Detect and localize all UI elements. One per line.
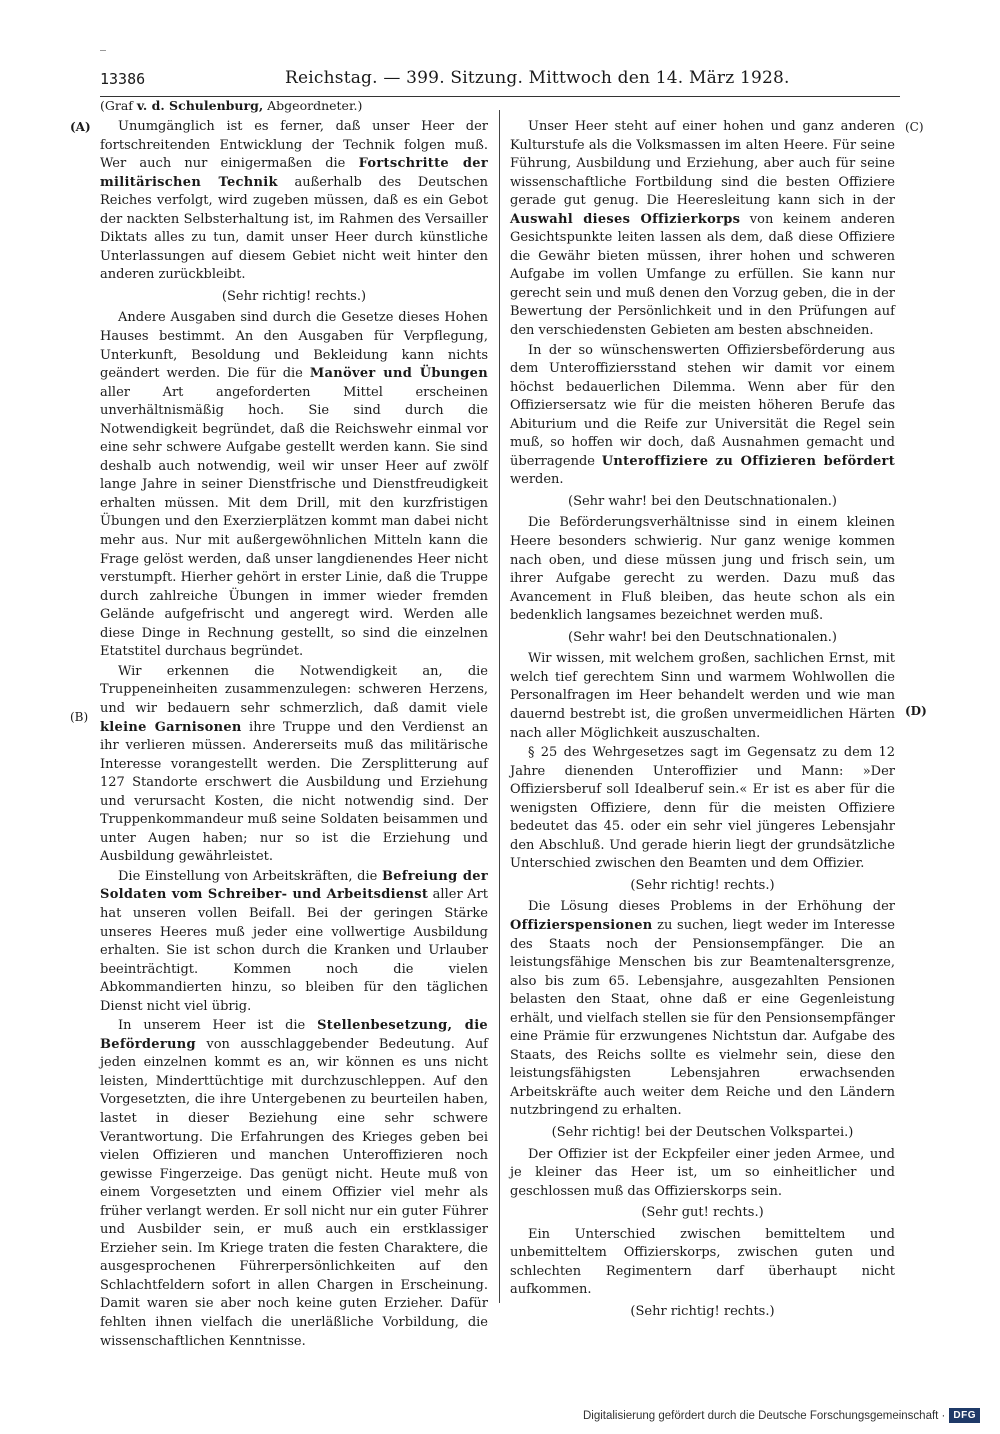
interjection: (Sehr gut! rechts.)	[641, 1205, 764, 1221]
speaker-name: v. d. Schulenburg,	[136, 98, 264, 113]
emphasis: Fortschritte der militärischen Technik	[100, 156, 489, 190]
right-column	[510, 118, 895, 1324]
paragraph-text: von keinem anderen Gesichtspunkte leiten lassen als dem, daß diese Offiziere die Gewähr bieten müssen, ihrer hohen und schweren Aufgabe im vollen Umfange zu erfüllen. Sie kann nur gerecht sein und muß denen den Vorzug geben, die in der Bewertung der Persönlichkeit und in den Prüfungen auf den verschiedensten Gebieten am besten abschneiden.	[510, 211, 895, 339]
paragraph-text: In der so wünschenswerten Offiziersbeförderung aus dem Unteroffiziersstand stehen wir damit vor einem höchst bedauerlichen Dilemma. Wenn aber für den Offiziersersatz wie für die meisten höheren Berufe das Abiturium und die Reife zur Universität die Regel sein muß, so hoffen wir doch, daß Ausnahmen gemacht und überragende	[510, 342, 895, 469]
interjection: (Sehr wahr! bei den Deutschnationalen.)	[568, 629, 837, 645]
emphasis: kleine Garnisonen	[100, 719, 242, 735]
paragraph	[100, 663, 488, 867]
credit-text: Digitalisierung gefördert durch die Deutsche Forschungsgemeinschaft ·	[582, 1409, 946, 1422]
margin-marker-c: (C)	[905, 120, 924, 134]
margin-marker-a: (A)	[70, 120, 91, 134]
speaker-line	[100, 98, 362, 113]
paragraph-text: außerhalb des Deutschen Reiches verfolgt, wird zugeben müssen, daß es ein Gebot der nackten Selbsterhaltung ist, im Rahmen des Versailler Diktats alles zu tun, damit unser Heer durch künstliche Unterlassungen auf diesem Gebiet nicht weit hinter den anderen zurückbleibt.	[100, 174, 488, 283]
left-column	[100, 118, 488, 1351]
interjection: (Sehr richtig! rechts.)	[630, 877, 775, 893]
paragraph-text: In unserem Heer ist die	[118, 1018, 318, 1034]
emphasis: Stellenbesetzung, die Beförderung	[100, 1018, 489, 1052]
running-title: Reichstag. — 399. Sitzung. Mittwoch den 14. März 1928.	[285, 68, 790, 88]
page-header	[100, 66, 900, 96]
interjection: (Sehr richtig! rechts.)	[630, 1303, 775, 1319]
paragraph-text: von ausschlaggebender Bedeutung. Auf jeden einzelnen kommt es an, wir können es uns nicht leisten, Minderttüchtige mit durchzuschleppen. Auf den Vorgesetzten, die ihre Untergebenen zu beurteilen haben, lastet in dieser Beziehung eine sehr schwere Verantwortung. Die Erfahrungen des Krieges geben bei vielen Offizieren und manchen Unteroffizieren noch gewisse Fingerzeige. Das genügt nicht. Heute muß von einem Vorgesetzten und einem Offizier viel mehr als früher verlangt werden. Er soll nicht nur ein guter Führer und Ausbilder sein, er muß auch ein erstklassiger Erzieher sein. Im Kriege traten die festen Charaktere, die ausgesprochenen Führerpersönlichkeiten auf den Schlachtfeldern sofort in allen Chargen in Erscheinung. Damit waren sie aber noch keine guten Erzieher. Dafür fehlten ihnen vielfach die unerläßliche Vorbildung, die wissenschaftlichen Kenntnisse.	[100, 1036, 488, 1349]
header-rule	[100, 96, 900, 97]
paragraph-text: Die Einstellung von Arbeitskräften, die	[118, 868, 382, 884]
column-divider	[499, 110, 500, 1303]
paragraph	[100, 309, 488, 661]
paragraph	[510, 342, 895, 490]
paragraph	[100, 118, 488, 285]
paragraph-text: Die Lösung dieses Problems in der Erhöhung der	[528, 899, 895, 915]
paragraph-text: werden.	[510, 472, 564, 488]
paragraph-text: aller Art hat unseren vollen Beifall. Bei der geringen Stärke unseres Heeres muß jeder eine vollwertige Ausbildung erhalten. Sie ist schon durch die Kranken und Urlauber beeinträchtigt. Kommen noch die vielen Abkommandierten hinzu, so bleiben für den täglichen Dienst nicht viel übrig.	[100, 887, 488, 1014]
interjection: (Sehr wahr! bei den Deutschnationalen.)	[568, 493, 837, 509]
dfg-logo: DFG	[949, 1408, 980, 1423]
paragraph	[100, 1017, 488, 1351]
emphasis: Auswahl dieses Offizierkorps	[510, 211, 741, 227]
paragraph: Die Beförderungsverhältnisse sind in einem kleinen Heere besonders schwierig. Nur ganz wenige kommen nach oben, und diese müssen jung und frisch sein, um ihrer Aufgabe gerecht zu werden. Dazu muß das Avancement in Fluß bleiben, das heute schon als ein bedenklich langsames bezeichnet werden muß.	[510, 515, 895, 624]
paragraph-text: Wir erkennen die Notwendigkeit an, die Truppeneinheiten zusammenzulegen: schweren Herzens, und wir bedauern sehr schmerzlich, daß damit viele	[100, 663, 488, 716]
margin-marker-b: (B)	[70, 710, 89, 724]
speaker-role: Abgeordneter.)	[267, 98, 363, 113]
emphasis: Unteroffiziere zu Offizieren befördert	[601, 453, 896, 469]
page-number: 13386	[100, 70, 146, 88]
paragraph	[510, 118, 895, 341]
paragraph-text: Unumgänglich ist es ferner, daß unser Heer der fortschreitenden Entwicklung der Technik folgen muß. Wer auch nur einigermaßen die	[100, 119, 488, 172]
emphasis: Befreiung der Soldaten vom Schreiber- und Arbeitsdienst	[100, 868, 489, 903]
digitization-credit	[583, 1408, 980, 1423]
emphasis: Offizierspensionen	[510, 917, 653, 933]
emphasis: Manöver und Übungen	[309, 366, 488, 382]
paragraph	[510, 898, 895, 1121]
paragraph-text: Unser Heer steht auf einer hohen und ganz anderen Kulturstufe als die Volksmassen im alten Heere. Für seine Führung, Ausbildung und Erziehung, aber auch für seine wissenschaftliche Fortbildung sind die besten Offiziere gerade gut genug. Die Heeresleitung kann sich in der	[510, 119, 895, 209]
paragraph: Ein Unterschied zwischen bemitteltem und unbemitteltem Offizierskorps, zwischen guten und schlechten Regimentern darf überhaupt nicht aufkommen.	[510, 1226, 895, 1298]
margin-marker-d: (D)	[905, 704, 927, 718]
paragraph-text: aller Art angeforderten Mittel erscheinen unverhältnismäßig hoch. Sie sind durch die Notwendigkeit begründet, daß die Reichswehr einmal vor eine sehr schwere Aufgabe gestellt werden kann. Sie sind deshalb auch notwendig, weil wir unser Heer auf zwölf lange Jahre in seiner Dienstfrische und Dienstfreudigkeit erhalten müssen. Mit dem Drill, mit den kurzfristigen Übungen und den Exerzierplätzen kommt man dabei nicht mehr aus. Nur mit außergewöhnlichen Mitteln kann die Frage gelöst werden, daß unser langdienendes Heer nicht verstumpft. Hierher gehört in erster Linie, daß die Truppe durch zahlreiche Übungen in immer wieder fremden Gelände aufgefrischt und angeregt wird. Werden alle diese Dinge in Rechnung gestellt, so sind die einzelnen Etatstitel durchaus begründet.	[100, 384, 488, 660]
paragraph-text: zu suchen, liegt weder im Interesse des Staats noch der Pensionsempfänger. Die an leistungsfähige Menschen bis zur Beamtenaltersgrenze, also bis zum 65. Lebensjahre, ausgezahlten Pensionen belasten den Staat, ohne daß er eine Gegenleistung erhält, und vielfach stellen sie für den Pensionsempfänger eine Prämie für erzwungenes Nichtstun dar. Aufgabe des Staats, des Reichs sollte es vielmehr sein, diese den leistungsfähigsten Lebensjahren erwachsenden Arbeitskräfte auch weiter dem Reiche und den Ländern nutzbringend zu erhalten.	[510, 917, 895, 1119]
interjection: (Sehr richtig! rechts.)	[221, 288, 367, 304]
paragraph-text: Andere Ausgaben sind durch die Gesetze dieses Hohen Hauses bestimmt. An den Ausgaben für Verpflegung, Unterkunft, Besoldung und Bekleidung kann nichts geändert werden. Die für die	[100, 310, 488, 382]
paragraph	[100, 868, 488, 1016]
speaker-prefix: (Graf	[100, 98, 133, 113]
paragraph: Der Offizier ist der Eckpfeiler einer jeden Armee, und je kleiner das Heer ist, um so einheitlicher und geschlossen muß das Offizierskorps sein.	[510, 1146, 895, 1199]
paragraph: Wir wissen, mit welchem großen, sachlichen Ernst, mit welch tief gerechtem Sinn und warmem Wohlwollen die Personalfragen im Heer behandelt werden und wie man dauernd bestrebt ist, die großen unvermeidlichen Härten nach aller Möglichkeit auszuschalten.	[510, 651, 895, 741]
paragraph: § 25 des Wehrgesetzes sagt im Gegensatz zu dem 12 Jahre dienenden Unteroffizier und Mann: »Der Offiziersberuf soll Idealberuf sein.« Er ist es aber für die wenigsten Offiziere, denn für die meisten Offiziere bedeutet das 45. oder ein sehr viel jüngeres Lebensjahr den Abschluß. Und gerade hierin liegt der grundsätzliche Unterschied zwischen den Beamten und dem Offizier.	[510, 745, 895, 872]
interjection: (Sehr richtig! bei der Deutschen Volkspartei.)	[551, 1124, 854, 1140]
paragraph-text: ihre Truppe und den Verdienst an ihr verlieren müssen. Andererseits muß das militärische Interesse vorangestellt werden. Die Zersplitterung auf 127 Standorte erschwert die Ausbildung und Erziehung und verursacht Kosten, die nicht notwendig sind. Der Truppenkommandeur muß seine Soldaten beisammen und unter Augen haben; nur so ist die Erziehung und Ausbildung gewährleistet.	[100, 719, 488, 865]
margin-tick	[100, 50, 106, 51]
